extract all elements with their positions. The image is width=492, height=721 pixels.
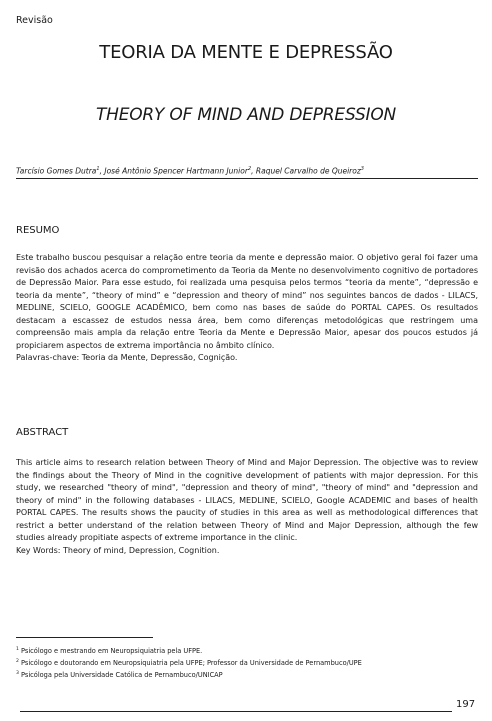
section-label: Revisão	[16, 15, 53, 26]
resumo-section	[16, 252, 478, 365]
footnote-mark: 2	[16, 658, 19, 664]
author-list: Tarcísio Gomes Dutra$^1$, José Antônio Spencer Hartmann Junior$^2$, Raquel Carvalho de Queiroz$^3$	[16, 166, 364, 176]
author-name: Tarcísio Gomes Dutra	[16, 166, 97, 176]
page-number: 197	[456, 699, 476, 710]
author-name: José Antônio Spencer Hartmann Junior	[104, 166, 248, 176]
page-footer-rule	[20, 711, 452, 712]
article-title-english: THEORY OF MIND AND DEPRESSION	[95, 105, 397, 125]
abstract-heading: ABSTRACT	[16, 427, 69, 438]
footnote-ref: 3	[360, 166, 364, 172]
keywords-label: Key Words:	[16, 545, 61, 555]
article-title-portuguese: TEORIA DA MENTE E DEPRESSÃO	[99, 42, 393, 63]
footnote-mark: 1	[16, 647, 19, 652]
footnote-text: Psicólogo e doutorando em Neuropsiquiatria pela UFPE; Professor da Universidade de Pernambuco/UPE	[18, 658, 362, 667]
footnote-mark: 3	[16, 670, 19, 676]
abstract-keywords	[16, 545, 478, 558]
resumo-heading: RESUMO	[16, 225, 60, 236]
author-divider	[16, 178, 478, 179]
abstract-section	[16, 457, 478, 557]
footnotes	[16, 645, 362, 680]
footnote-text: Psicólogo e mestrando em Neuropsiquiatria pela UFPE.	[18, 647, 203, 656]
keywords-label: Palavras-chave:	[16, 353, 80, 362]
abstract-body: This article aims to research relation between Theory of Mind and Major Depression. The objective was to review the findings about the Theory of Mind in the cognitive development of patients with major depression. For this study, we researched "theory of mind", "depression and theory of mind", "theory of mind" and "depression and theory of mind" in the following databases - LILACS, MEDLINE, SCIELO, Google ACADEMIC and bases of health PORTAL CAPES. The results shows the paucity of studies in this area as well as methodological differences that restrict a better understand of the relation between Theory of Mind and Major Depression, although the few studies already propitiate aspects of extreme importance in the clinic.	[16, 458, 478, 542]
footnote-ref: 2	[247, 166, 252, 172]
keywords-value: Theory of mind, Depression, Cognition.	[60, 545, 220, 555]
footnote-divider	[16, 637, 153, 638]
footnote-text: Psicóloga pela Universidade Católica de Pernambuco/UNICAP	[18, 670, 223, 679]
footnote-item	[16, 669, 362, 681]
keywords-value: Teoria da Mente, Depressão, Cognição.	[79, 353, 238, 362]
resumo-keywords	[16, 352, 478, 365]
footnote-item	[16, 657, 362, 669]
resumo-body: Este trabalho buscou pesquisar a relação entre teoria da mente e depressão maior. O objetivo geral foi fazer uma revisão dos achados acerca do comprometimento da Teoria da Mente no desenvolvimento cognitivo de portadores de Depressão Maior. Para esse estudo, foi realizada uma pesquisa pelos termos “teoria da mente”, “depressão e teoria da mente”, “theory of mind” e “depression and theory of mind” nos seguintes bancos de dados - LILACS, MEDLINE, SCIELO, GOOGLE ACADÊMICO, bem como nas bases de saúde do PORTAL CAPES. Os resultados destacam a escassez de estudos nessa área, bem como diferenças metodológicas que restringem uma compreensão mais ampla da relação entre Teoria da Mente e Depressão Maior, apesar dos poucos estudos já propiciarem aspectos de extrema importância no âmbito clínico.	[16, 253, 478, 350]
author-name: Raquel Carvalho de Queiroz	[255, 166, 361, 176]
footnote-ref: 1	[96, 166, 100, 172]
footnote-item	[16, 645, 362, 657]
